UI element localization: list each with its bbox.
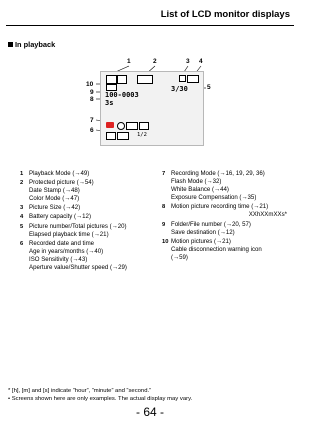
picture-size-icon xyxy=(137,75,153,84)
callout-4: 4 xyxy=(199,58,203,65)
legend-item: 1 Playback Mode (→49) xyxy=(20,170,90,177)
battery-icon xyxy=(187,75,199,83)
footnotes xyxy=(8,387,192,403)
legend-item: 9 Folder/File number (→20, 57) Save destination (→12) xyxy=(162,220,251,236)
legend-left xyxy=(20,170,145,273)
footnote-examples: • Screens shown here are only examples. The actual display may vary. xyxy=(8,396,193,402)
callout-2: 2 xyxy=(153,58,157,65)
lcd-screen-diagram xyxy=(100,71,204,146)
white-balance-icon xyxy=(126,122,138,130)
legend-item: 2 Protected picture (→54) Date Stamp (→48) Color Mode (→47) xyxy=(20,179,94,203)
legend-item: 8 Motion picture recording time (→21) XXhXXmXXs* xyxy=(162,203,287,219)
footnote-units: * [h], [m] and [s] indicate “hour”, “minute” and “second.” xyxy=(8,388,152,394)
legend-item: 4 Battery capacity (→12) xyxy=(20,213,91,221)
age-value: 1/2 xyxy=(137,132,147,138)
callout-5: 5 xyxy=(207,84,211,91)
legend-item: 5 Picture number/Total pictures (→20) Elapsed playback time (→21) xyxy=(20,222,127,238)
flash-icon xyxy=(117,122,125,130)
picture-counter: 3/30 xyxy=(171,85,188,93)
callout-7: 7 xyxy=(90,117,94,124)
legend-item: 3 Picture Size (→42) xyxy=(20,204,81,212)
folder-file-number: 100-0003 xyxy=(105,91,139,99)
recording-mode-icon xyxy=(106,122,114,128)
section-title: In playback xyxy=(15,40,56,49)
callout-10: 10 xyxy=(86,81,94,88)
callout-6: 6 xyxy=(90,127,94,134)
legend-item: 7 Recording Mode (→16, 19, 29, 36) Flash Mode (→32) White Balance (→44) Exposure Compensation (→35) xyxy=(162,170,265,202)
elapsed-time: 3s xyxy=(105,99,114,107)
legend-right xyxy=(162,170,287,263)
iso-icon xyxy=(106,132,116,140)
callout-1: 1 xyxy=(127,58,131,65)
protect-icon xyxy=(117,75,127,84)
callout-8: 8 xyxy=(90,96,94,103)
aperture-icon xyxy=(117,132,129,140)
page-number: - 64 - xyxy=(135,405,164,419)
motion-picture-icon xyxy=(106,84,117,91)
legend-item: 6 Recorded date and time Age in years/months (→40) ISO Sensitivity (→43) Aperture value/Shutter speed (→29) xyxy=(20,239,127,272)
cable-icon xyxy=(179,75,186,82)
page-header-title: List of LCD monitor displays xyxy=(160,9,290,20)
callout-9: 9 xyxy=(90,89,94,96)
playback-mode-icon xyxy=(106,75,117,84)
legend-item: 10 Motion pictures (→21) Cable disconnection warning icon (→59) xyxy=(162,237,262,261)
callout-3: 3 xyxy=(186,58,190,65)
exposure-icon xyxy=(139,122,149,130)
